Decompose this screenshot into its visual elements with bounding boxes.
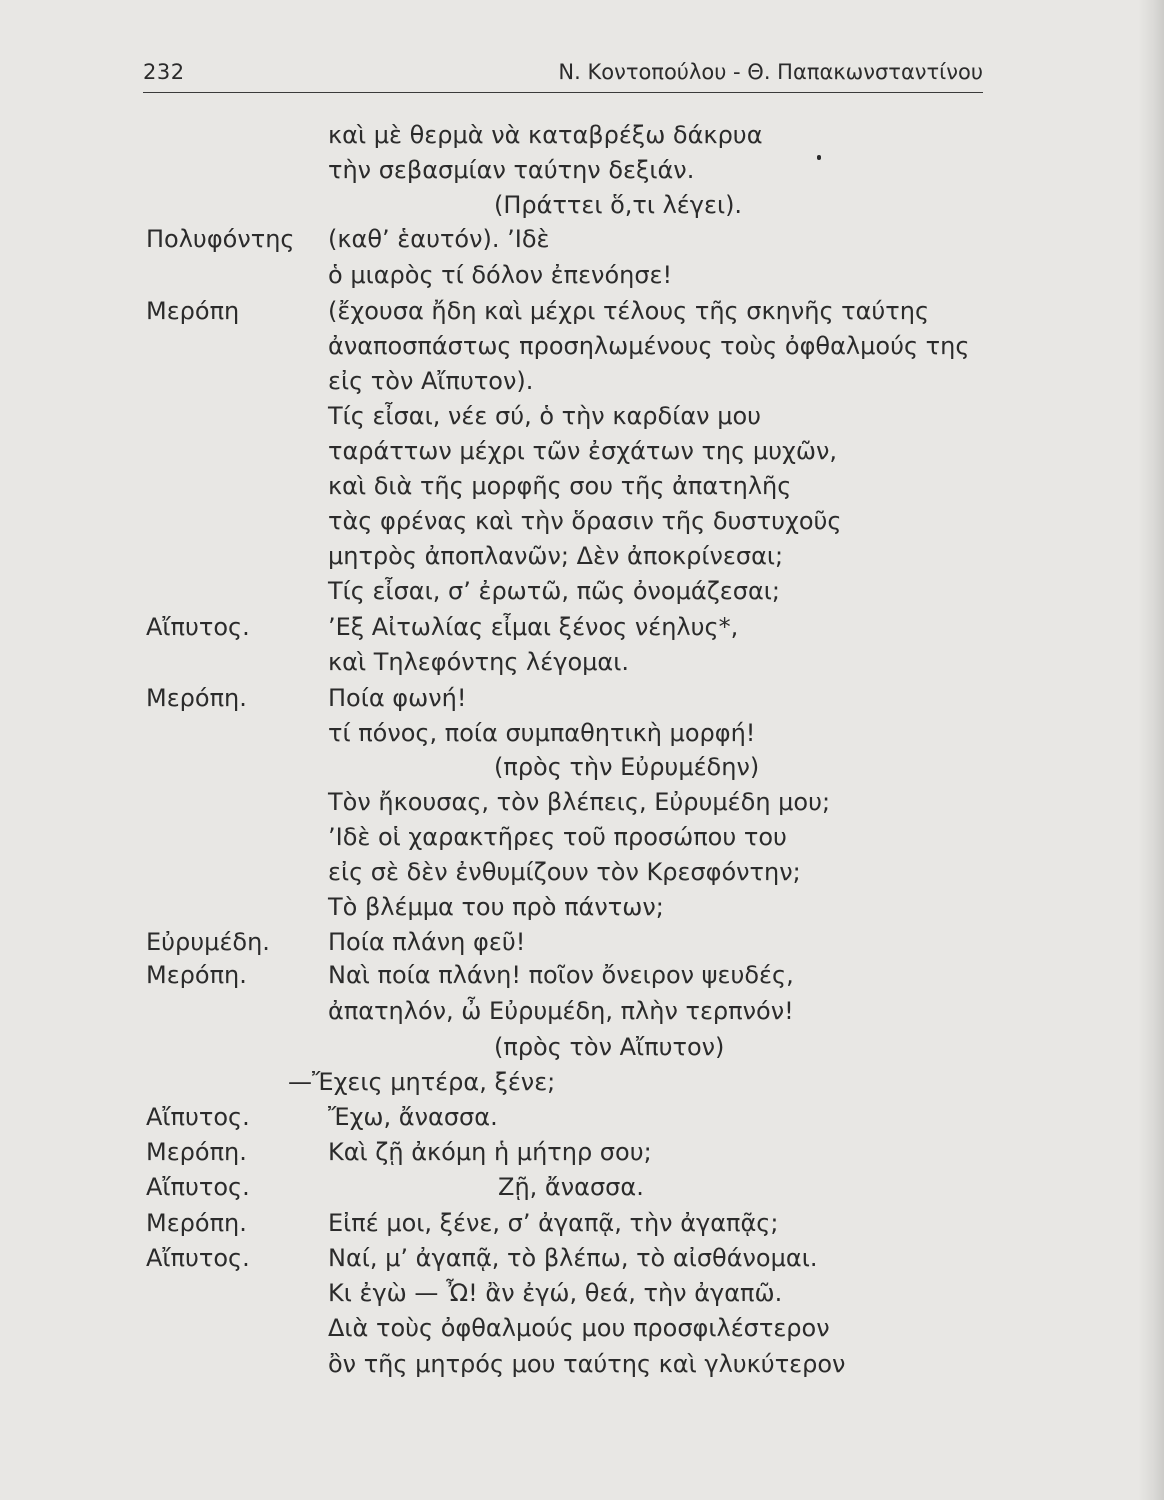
verse-line: ὂν τῆς μητρός μου ταύτης καὶ γλυκύτερον bbox=[328, 1350, 846, 1378]
verse-line: καὶ διὰ τῆς μορφῆς σου τῆς ἀπατηλῆς bbox=[328, 472, 792, 500]
stage-direction: ἀναποσπάστως προσηλωμένους τοὺς ὀφθαλμούς της bbox=[328, 332, 970, 360]
speaker-label: Αἴπυτος. bbox=[146, 1103, 250, 1131]
verse-line: τὴν σεβασμίαν ταύτην δεξιάν. bbox=[328, 156, 695, 184]
verse-line: ἀπατηλόν, ὦ Εὐρυμέδη, πλὴν τερπνόν! bbox=[328, 997, 794, 1025]
verse-line: καὶ μὲ θερμὰ νὰ καταβρέξω δάκρυα bbox=[328, 121, 763, 149]
running-head: Ν. Κοντοπούλου - Θ. Παπακωνσταντίνου bbox=[558, 60, 983, 84]
verse-line: τί πόνος, ποία συμπαθητικὴ μορφή! bbox=[328, 719, 756, 747]
speaker-label: Εὐρυμέδη. bbox=[146, 928, 270, 956]
verse-line: ’Ιδὲ οἱ χαρακτῆρες τοῦ προσώπου του bbox=[328, 823, 787, 851]
ink-speck bbox=[817, 155, 821, 160]
verse-line: καὶ Τηλεφόντης λέγομαι. bbox=[328, 648, 629, 676]
verse-line: Τίς εἶσαι, σ’ ἐρωτῶ, πῶς ὀνομάζεσαι; bbox=[328, 577, 780, 605]
verse-line: τὰς φρένας καὶ τὴν ὅρασιν τῆς δυστυχοῦς bbox=[328, 507, 842, 535]
speaker-label: Αἴπυτος. bbox=[146, 1173, 250, 1201]
speaker-label: Μερόπη. bbox=[146, 1209, 247, 1237]
verse-line: Τὸ βλέμμα του πρὸ πάντων; bbox=[328, 893, 664, 921]
verse-line: Τίς εἶσαι, νέε σύ, ὁ τὴν καρδίαν μου bbox=[328, 402, 762, 430]
speaker-label: Μερόπη. bbox=[146, 961, 247, 989]
verse-line: Ναί, μ’ ἀγαπᾷ, τὸ βλέπω, τὸ αἰσθάνομαι. bbox=[328, 1244, 818, 1272]
speaker-label: Πολυφόντης bbox=[146, 225, 295, 253]
verse-line: Ποία φωνή! bbox=[328, 684, 467, 712]
stage-direction: (ἔχουσα ἤδη καὶ μέχρι τέλους τῆς σκηνῆς ταύτης bbox=[328, 297, 930, 325]
verse-line: Διὰ τοὺς ὀφθαλμούς μου προσφιλέστερον bbox=[328, 1314, 830, 1342]
page-number: 232 bbox=[143, 60, 185, 84]
verse-line: Ποία πλάνη φεῦ! bbox=[328, 928, 526, 956]
verse-line: ’Εξ Αἰτωλίας εἶμαι ξένος νέηλυς*, bbox=[328, 613, 739, 641]
stage-direction: (Πράττει ὅ,τι λέγει). bbox=[494, 191, 743, 219]
stage-direction: εἰς τὸν Αἴπυτον). bbox=[328, 367, 534, 395]
speaker-label: Μερόπη. bbox=[146, 684, 247, 712]
verse-line: Κι ἐγὼ — Ὦ! ἂν ἐγώ, θεά, τὴν ἀγαπῶ. bbox=[328, 1279, 783, 1307]
verse-line: Ζῇ, ἄνασσα. bbox=[498, 1173, 644, 1201]
verse-line: ὁ μιαρὸς τί δόλον ἐπενόησε! bbox=[328, 261, 673, 289]
stage-direction: (πρὸς τὸν Αἴπυτον) bbox=[494, 1033, 725, 1061]
speaker-label: Μερόπη bbox=[146, 297, 240, 325]
speaker-label: Αἴπυτος. bbox=[146, 1244, 250, 1272]
verse-line: ταράττων μέχρι τῶν ἐσχάτων της μυχῶν, bbox=[328, 437, 838, 465]
speaker-label: Μερόπη. bbox=[146, 1138, 247, 1166]
speaker-label: Αἴπυτος. bbox=[146, 613, 250, 641]
verse-line: Τὸν ἤκουσας, τὸν βλέπεις, Εὐρυμέδη μου; bbox=[328, 788, 831, 816]
verse-line: εἰς σὲ δὲν ἐνθυμίζουν τὸν Κρεσφόντην; bbox=[328, 858, 801, 886]
verse-line: μητρὸς ἀποπλανῶν; Δὲν ἀποκρίνεσαι; bbox=[328, 542, 784, 570]
page-header bbox=[143, 58, 983, 93]
verse-line: (καθ’ ἑαυτόν). ’Ιδὲ bbox=[328, 225, 550, 253]
verse-line: Ναὶ ποία πλάνη! ποῖον ὄνειρον ψευδές, bbox=[328, 961, 794, 989]
page-edge-shadow bbox=[1138, 0, 1164, 1500]
verse-line: Καὶ ζῇ ἀκόμη ἡ μήτηρ σου; bbox=[328, 1138, 652, 1166]
verse-line: Ἔχω, ἄνασσα. bbox=[328, 1103, 498, 1131]
stage-direction: (πρὸς τὴν Εὐρυμέδην) bbox=[494, 753, 760, 781]
verse-line: —Ἔχεις μητέρα, ξένε; bbox=[288, 1068, 556, 1096]
verse-line: Εἰπέ μοι, ξένε, σ’ ἀγαπᾷ, τὴν ἀγαπᾷς; bbox=[328, 1209, 779, 1237]
